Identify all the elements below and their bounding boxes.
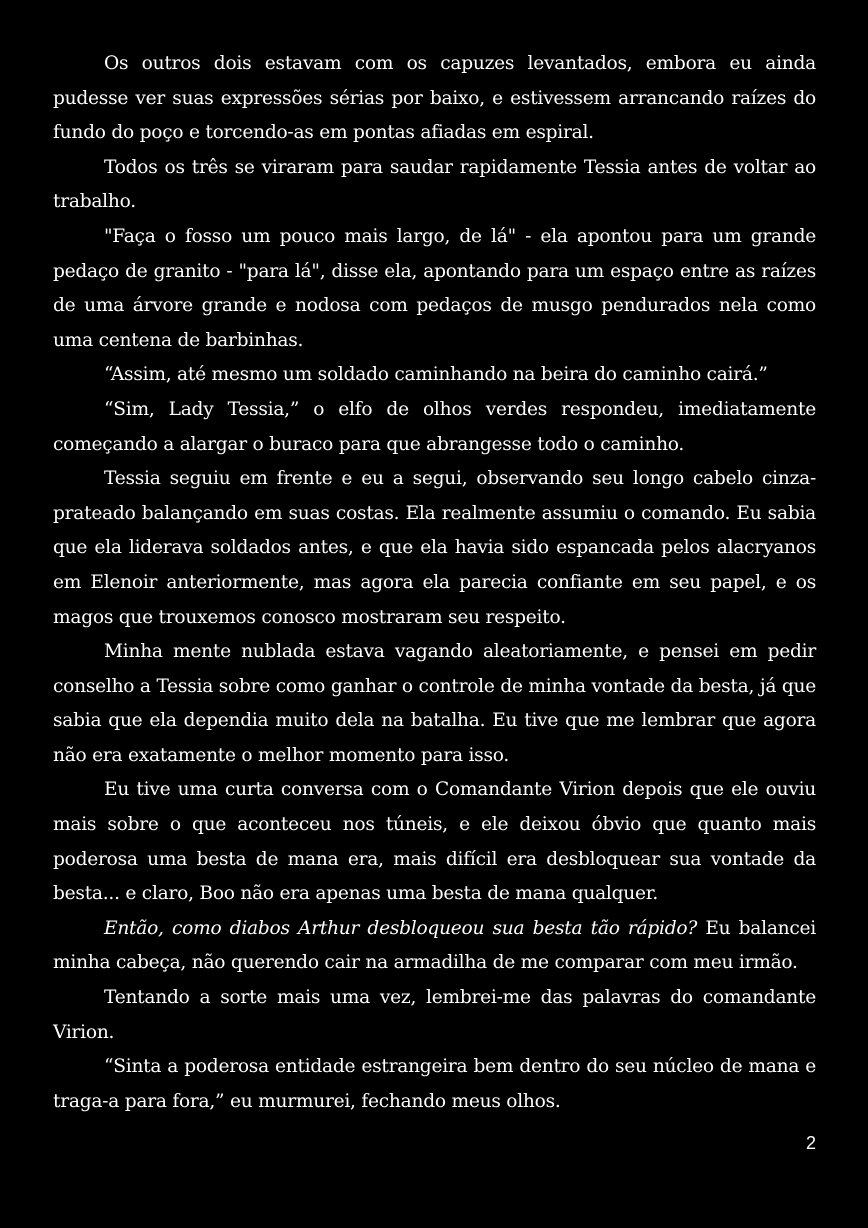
paragraph-4: “Assim, até mesmo um soldado caminhando na beira do caminho cairá.” (104, 364, 768, 386)
paragraph-3: "Faça o fosso um pouco mais largo, de lá" - ela apontou para um grande pedaço de granito - "para lá", disse ela, apontando para um espaço entre as raízes de uma árvore grande e nodosa com pedaços de musgo pendurados nela como uma centena de barbinhas. (53, 225, 816, 351)
paragraph-8: Eu tive uma curta conversa com o Comandante Virion depois que ele ouviu mais sobre o que aconteceu nos túneis, e ele deixou óbvio que quanto mais poderosa uma besta de mana era, mais difícil era desbloquear sua vontade da besta... e claro, Boo não era apenas uma besta de mana qualquer. (53, 779, 816, 905)
page-body (53, 47, 816, 1119)
paragraph-9-text: Eu balancei minha cabeça, não querendo cair na armadilha de me comparar com meu irmão. (53, 917, 816, 974)
paragraph-1: Os outros dois estavam com os capuzes levantados, embora eu ainda pudesse ver suas expressões sérias por baixo, e estivessem arrancando raízes do fundo do poço e torcendo-as em pontas afiadas em espiral. (53, 53, 816, 144)
paragraph-6: Tessia seguiu em frente e eu a segui, observando seu longo cabelo cinza-prateado balançando em suas costas. Ela realmente assumiu o comando. Eu sabia que ela liderava soldados antes, e que ela havia sido espancada pelos alacryanos em Elenoir anteriormente, mas agora ela parecia confiante em seu papel, e os magos que trouxemos conosco mostraram seu respeito. (53, 468, 816, 628)
paragraph-10: Tentando a sorte mais uma vez, lembrei-me das palavras do comandante Virion. (53, 987, 816, 1043)
paragraph-11: “Sinta a poderosa entidade estrangeira bem dentro do seu núcleo de mana e traga-a para fora,” eu murmurei, fechando meus olhos. (53, 1056, 816, 1112)
paragraph-9 (53, 912, 816, 981)
paragraph-5: “Sim, Lady Tessia,” o elfo de olhos verdes respondeu, imediatamente começando a alargar o buraco para que abrangesse todo o caminho. (53, 398, 816, 455)
italic-thought: Então, como diabos Arthur desbloqueou sua besta tão rápido? (104, 917, 698, 939)
paragraph-7: Minha mente nublada estava vagando aleatoriamente, e pensei em pedir conselho a Tessia sobre como ganhar o controle de minha vontade da besta, já que sabia que ela dependia muito dela na batalha. Eu tive que me lembrar que agora não era exatamente o melhor momento para isso. (53, 641, 816, 766)
page-number: 2 (805, 1133, 816, 1153)
paragraph-2: Todos os três se viraram para saudar rapidamente Tessia antes de voltar ao trabalho. (53, 156, 816, 213)
